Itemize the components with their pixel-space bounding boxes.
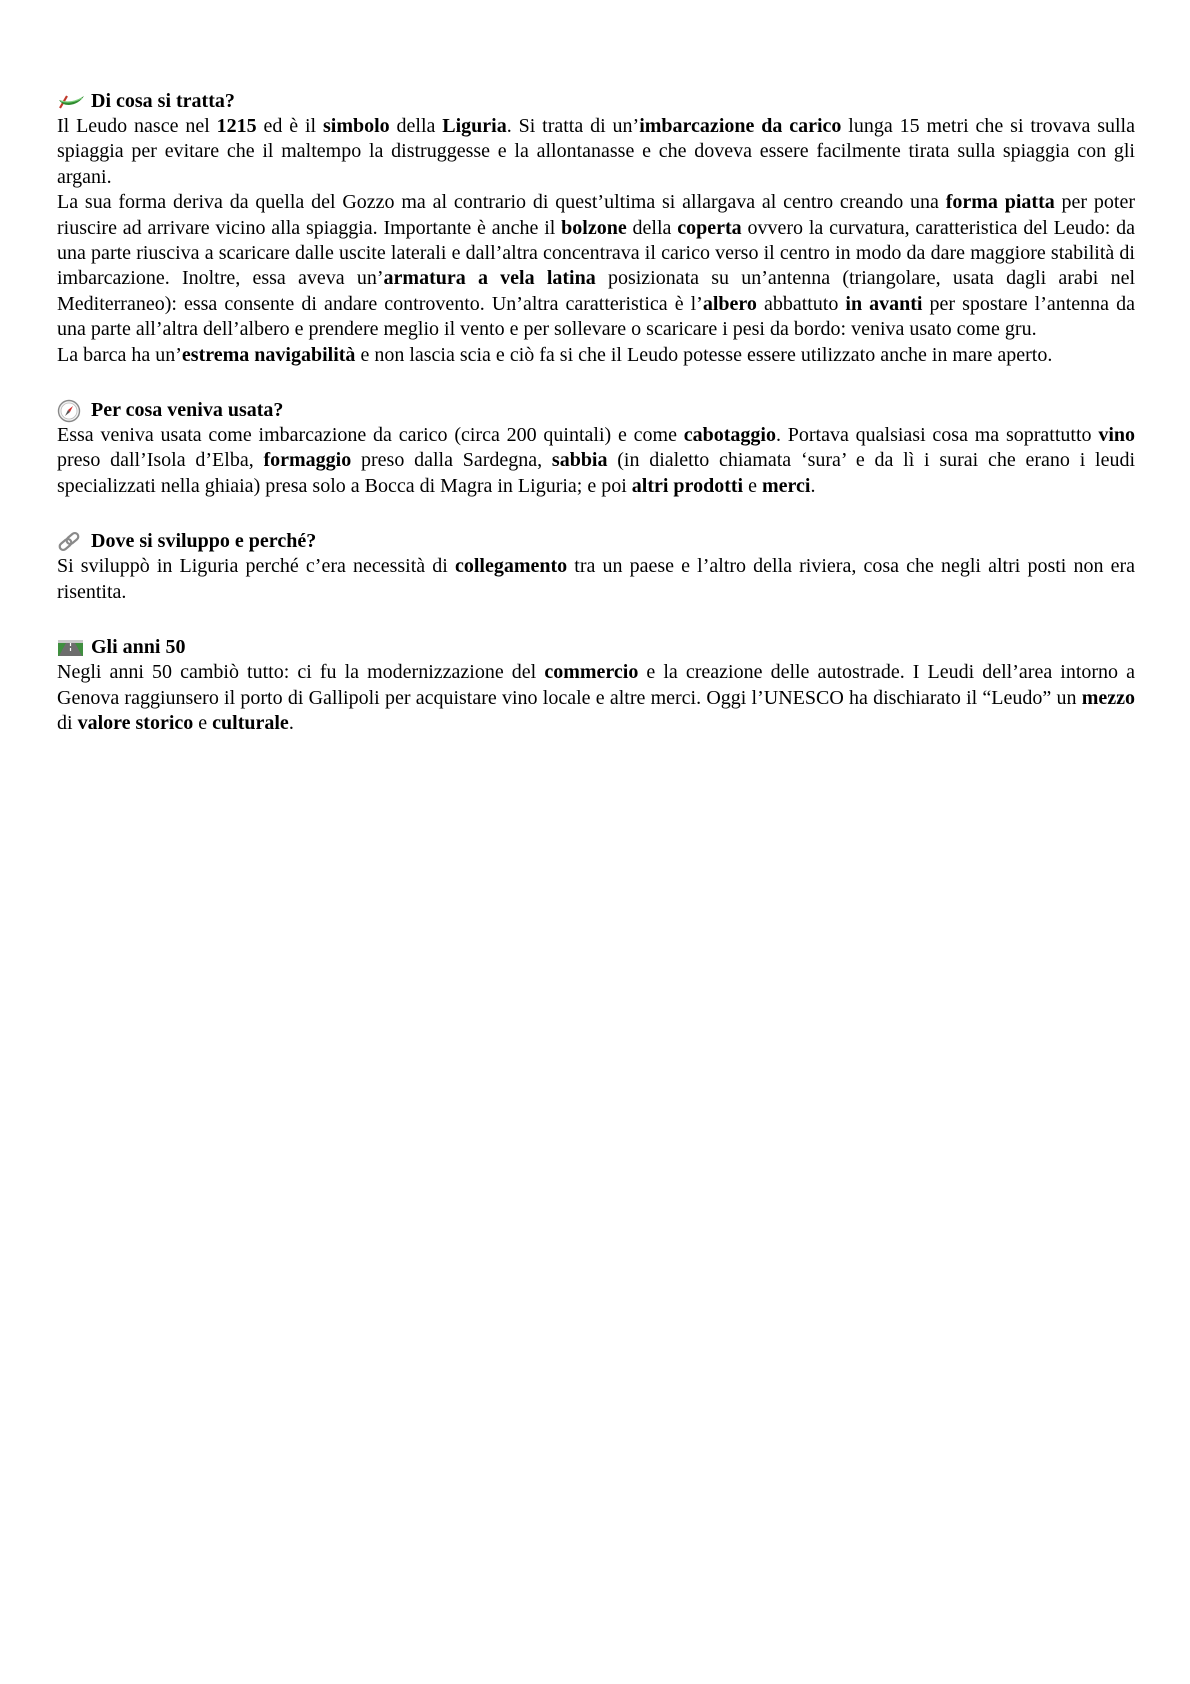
section-paragraph [57,660,1135,736]
bold-text: culturale [212,711,289,734]
canoe-icon [57,90,85,114]
section-title: Gli anni 50 [91,636,186,659]
section-paragraph [57,114,1135,190]
text-run: . Portava qualsiasi cosa ma soprattutto [775,424,1099,447]
document-page [57,84,1135,761]
section-paragraph [57,554,1135,605]
bold-text: 1215 [216,115,257,137]
text-run: e non lascia scia e ciò fa si che il Leudo potesse essere utilizzato anche in mare aperto. [355,343,1053,366]
text-run: . Si tratta di un’ [506,115,640,137]
bold-text: forma piatta [945,191,1055,214]
text-run: preso dall’Isola d’Elba, [57,449,264,472]
text-run: . [810,474,816,497]
section-gli-anni-50 [57,630,1135,736]
bold-text: simbolo [322,115,390,137]
bold-text: imbarcazione da carico [639,115,842,137]
bold-text: bolzone [561,216,627,239]
text-run: per poter riuscire ad arrivare vicino alla spiaggia. Importante è anche il [57,191,1135,239]
text-run: della [389,115,443,137]
text-run: Il Leudo nasce nel [57,115,217,137]
text-run: per spostare l’antenna da una parte all’altra dell’albero e prendere meglio il vento e per sollevare o scaricare i pesi da bordo: veniva usato come gru. [57,292,1135,341]
section-title: Per cosa veniva usata? [91,399,284,422]
bold-text: cabotaggio [683,424,776,447]
text-run: Essa veniva usata come imbarcazione da carico (circa 200 quintali) e come [57,424,684,447]
text-run: ovvero la curvatura, caratteristica del Leudo: da una parte riusciva a scaricare dalle uscite laterali e dall’altra concentrava il carico verso il centro in modo da dare maggiore stabilità di imbarcazione. Inoltre, essa aveva un’ [57,216,1135,290]
section-paragraph [57,343,1135,368]
section-dove-si-sviluppo [57,524,1135,605]
text-run: di [57,711,78,734]
text-run: e [193,711,213,734]
text-run: lunga 15 metri che si trovava sulla spiaggia per evitare che il maltempo la distruggesse e la allontanasse e che doveva essere facilmente tirata sulla spiaggia con gli argani. [57,115,1135,188]
bold-text: albero [702,292,757,315]
text-run: e [743,474,762,497]
bold-text: vino [1098,424,1135,447]
bold-text: commercio [544,661,639,684]
bold-text: estrema navigabilità [181,343,356,366]
text-run: La sua forma deriva da quella del Gozzo ma al contrario di quest’ultima si allargava al centro creando una [57,191,946,214]
section-heading [57,84,1135,114]
text-run: posizionata su un’antenna (triangolare, usata dagli arabi nel Mediterraneo): essa consente di andare controvento. Un’altra caratteristica è l’ [57,267,1136,315]
bold-text: merci [761,474,811,497]
text-run: La barca ha un’ [57,343,182,366]
section-di-cosa-si-tratta [57,84,1135,368]
section-paragraph [57,423,1135,499]
section-per-cosa-veniva-usata [57,393,1135,499]
text-run: e la creazione delle autostrade. I Leudi dell’area intorno a Genova raggiunsero il porto di Gallipoli per acquistare vino locale e altre merci. Oggi l’UNESCO ha dischiarato il “Leudo” un [57,661,1136,709]
section-heading [57,524,1135,554]
section-paragraph [57,190,1135,342]
text-run: abbattuto [756,292,846,315]
text-run: Si sviluppò in Liguria perché c’era necessità di [57,555,455,578]
bold-text: mezzo [1081,686,1135,709]
text-run: . [288,711,294,734]
text-run: ed è il [256,115,323,137]
bold-text: coperta [677,216,742,239]
bold-text: collegamento [454,555,568,578]
bold-text: in avanti [845,292,923,315]
bold-text: valore storico [77,711,194,734]
bold-text: altri prodotti [631,474,744,497]
text-run: Negli anni 50 cambiò tutto: ci fu la modernizzazione del [57,661,545,684]
bold-text: sabbia [551,449,608,472]
bold-text: armatura a vela latina [383,267,596,290]
compass-icon [57,399,85,423]
text-run: tra un paese e l’altro della riviera, cosa che negli altri posti non era risentita. [57,555,1135,603]
bold-text: formaggio [263,449,352,472]
section-heading [57,393,1135,423]
link-icon [57,530,85,554]
section-title: Dove si sviluppo e perché? [91,530,317,553]
bold-text: Liguria [442,115,507,137]
section-title: Di cosa si tratta? [91,90,235,112]
text-run: della [626,216,678,239]
section-heading [57,630,1135,660]
highway-icon [57,636,85,660]
text-run: preso dalla Sardegna, [351,449,552,472]
text-run: (in dialetto chiamata ‘sura’ e da lì i surai che erano i leudi specializzati nella ghiaia) presa solo a Bocca di Magra in Liguria; e poi [57,449,1135,497]
